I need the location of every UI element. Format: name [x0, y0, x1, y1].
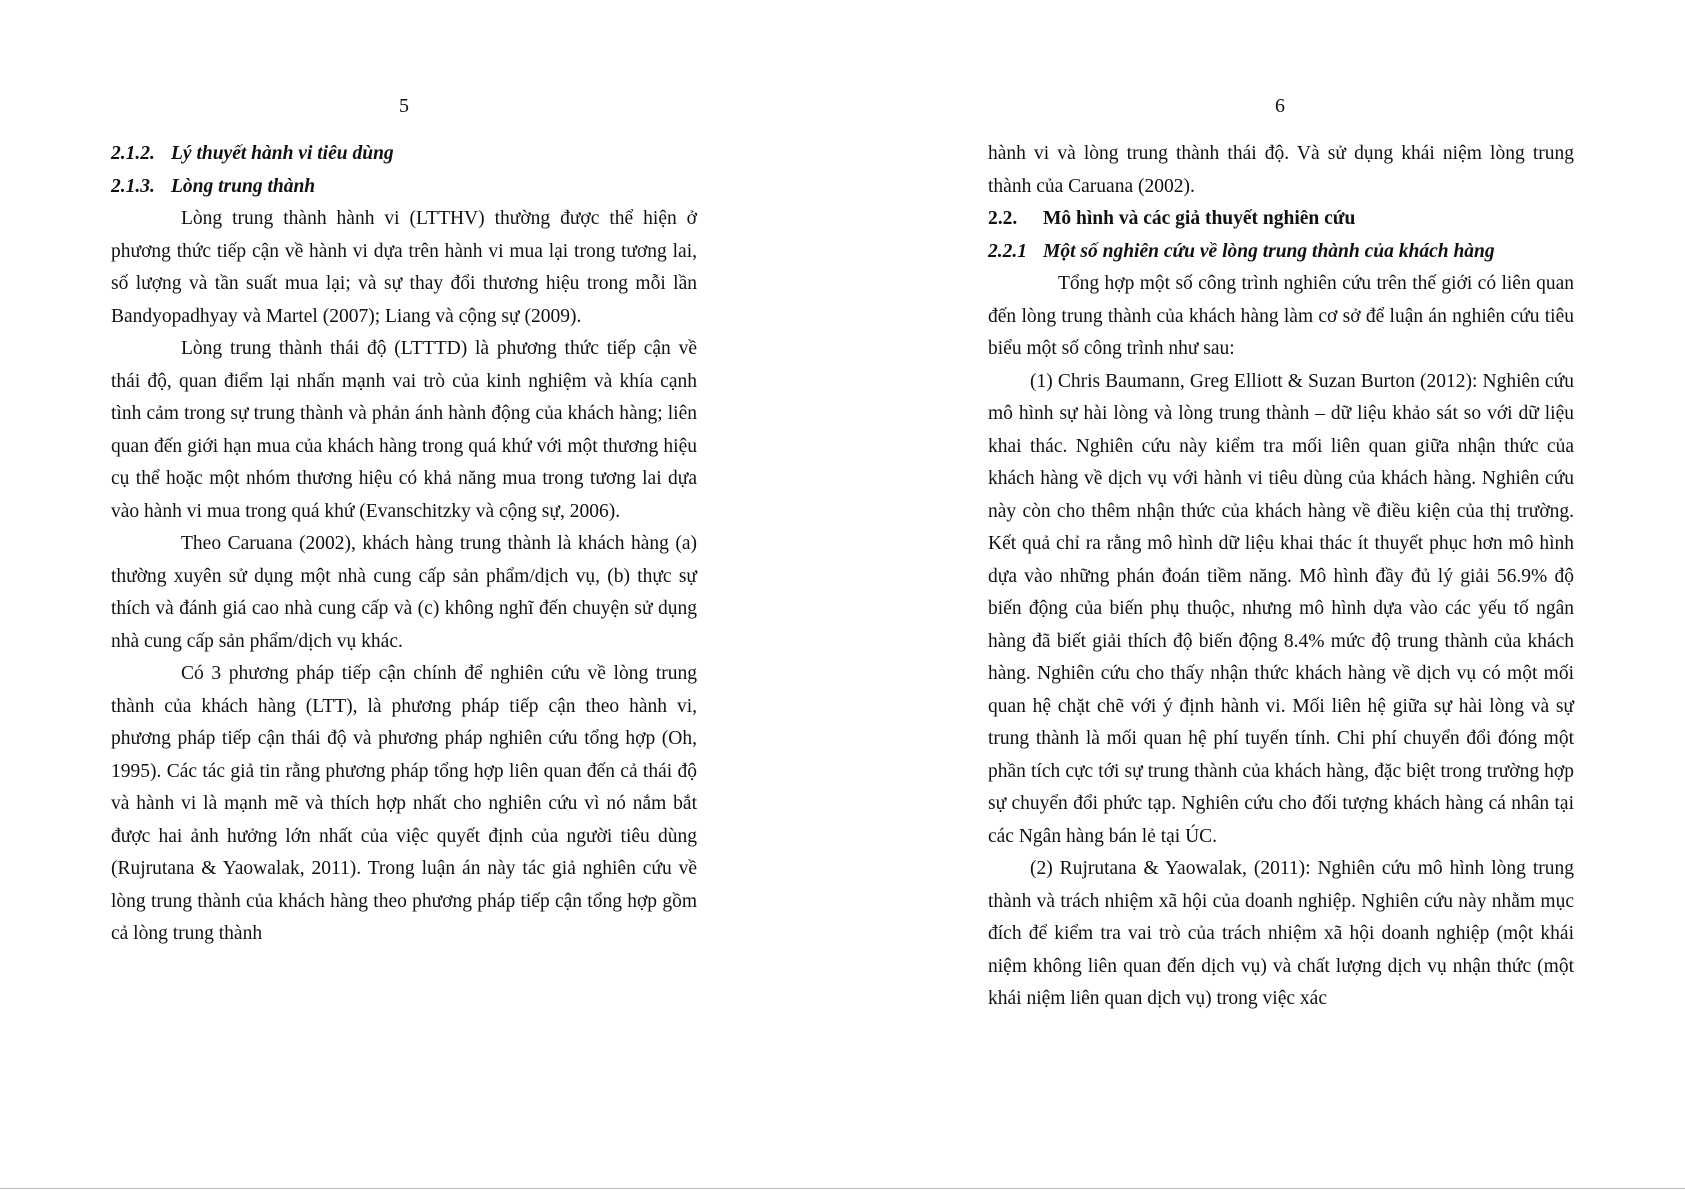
paragraph-continuation: hành vi và lòng trung thành thái độ. Và sử dụng khái niệm lòng trung thành của Caruana (2002).	[988, 143, 1574, 197]
paragraph-approaches: Có 3 phương pháp tiếp cận chính để nghiên cứu về lòng trung thành của khách hàng (LTT), là phương pháp tiếp cận theo hành vi, phương pháp tiếp cận thái độ và phương pháp nghiên cứu tổng hợp (Oh, 1995). Các tác giả tin rằng phương pháp tổng hợp liên quan đến cả thái độ và hành vi là mạnh mẽ và thích hợp nhất cho nghiên cứu vì nó nắm bắt được hai ảnh hưởng lớn nhất của việc quyết định của người tiêu dùng (Rujrutana & Yaowalak, 2011). Trong luận án này tác giả nghiên cứu về lòng trung thành của khách hàng theo phương pháp tiếp cận tổng hợp gồm cả lòng trung thành	[111, 663, 697, 944]
bottom-divider	[0, 1188, 1685, 1189]
page-number-right: 6	[1275, 95, 1285, 117]
paragraph-caruana-definition: Theo Caruana (2002), khách hàng trung thành là khách hàng (a) thường xuyên sử dụng một nhà cung cấp sản phẩm/dịch vụ, (b) thực sự thích và đánh giá cao nhà cung cấp và (c) không nghĩ đến chuyện sử dụng nhà cung cấp sản phẩm/dịch vụ khác.	[111, 533, 697, 652]
heading-number: 2.1.2.	[111, 143, 155, 164]
heading-number: 2.1.3.	[111, 175, 155, 197]
heading-2-2	[988, 203, 1574, 236]
heading-2-2-1	[988, 236, 1574, 269]
heading-text: Lòng trung thành	[171, 175, 316, 197]
right-page-column	[988, 138, 1574, 1016]
heading-text: Một số nghiên cứu về lòng trung thành của khách hàng	[1043, 240, 1495, 262]
paragraph-behavioral-loyalty: Lòng trung thành hành vi (LTTHV) thường được thể hiện ở phương thức tiếp cận về hành vi dựa trên hành vi mua lại trong tương lai, số lượng và tần suất mua lại; và sự thay đổi thương hiệu trong mỗi lần Bandyopadhyay và Martel (2007); Liang và cộng sự (2009).	[111, 208, 697, 327]
heading-number: 2.2.	[988, 208, 1018, 229]
paragraph-intro: Tổng hợp một số công trình nghiên cứu trên thế giới có liên quan đến lòng trung thành của khách hàng làm cơ sở để luận án nghiên cứu tiêu biểu một số công trình như sau:	[988, 273, 1574, 359]
heading-text: Lý thuyết hành vi tiêu dùng	[171, 143, 394, 164]
heading-number: 2.2.1	[988, 240, 1027, 262]
left-page-column	[111, 138, 697, 951]
paragraph-study-2: (2) Rujrutana & Yaowalak, (2011): Nghiên cứu mô hình lòng trung thành và trách nhiệm xã hội của doanh nghiệp. Nghiên cứu này nhằm mục đích để kiểm tra vai trò của trách nhiệm xã hội doanh nghiệp (một khái niệm không liên quan đến dịch vụ) và chất lượng dịch vụ nhận thức (một khái niệm liên quan dịch vụ) trong việc xác	[988, 858, 1574, 1009]
paragraph-attitudinal-loyalty: Lòng trung thành thái độ (LTTTD) là phương thức tiếp cận về thái độ, quan điểm lại nhấn mạnh vai trò của kinh nghiệm và khía cạnh tình cảm trong sự trung thành và phản ánh hành động của khách hàng; liên quan đến giới hạn mua của khách hàng trong quá khứ với một thương hiệu cụ thể hoặc một nhóm thương hiệu có khả năng mua trong tương lai dựa vào hành vi mua trong quá khứ (Evanschitzky và cộng sự, 2006).	[111, 338, 697, 522]
heading-text: Mô hình và các giả thuyết nghiên cứu	[1043, 208, 1356, 229]
heading-2-1-3	[111, 171, 697, 204]
heading-2-1-2	[111, 138, 697, 171]
paragraph-study-1: (1) Chris Baumann, Greg Elliott & Suzan Burton (2012): Nghiên cứu mô hình sự hài lòng và lòng trung thành – dữ liệu khảo sát so với dữ liệu khai thác. Nghiên cứu này kiểm tra mối liên quan giữa nhận thức của khách hàng về dịch vụ với hành vi tiêu dùng của khách hàng. Nghiên cứu này còn cho thêm nhận thức của khách hàng về điều kiện của thị trường. Kết quả chỉ ra rằng mô hình dữ liệu khai thác ít thuyết phục hơn mô hình dựa vào những phán đoán tiềm năng. Mô hình đầy đủ lý giải 56.9% độ biến động của biến phụ thuộc, nhưng mô hình dựa vào các yếu tố ngân hàng đã biết giải thích độ biến động 8.4% mức độ trung thành của khách hàng. Nghiên cứu cho thấy nhận thức khách hàng về dịch vụ có một mối quan hệ chặt chẽ với ý định hành vi. Mối liên hệ giữa sự hài lòng và sự trung thành là mối quan hệ phí tuyến tính. Chi phí chuyển đổi đóng một phần tích cực tới sự trung thành của khách hàng, đặc biệt trong trường hợp sự chuyển đổi phức tạp. Nghiên cứu cho đối tượng khách hàng cá nhân tại các Ngân hàng bán lẻ tại ÚC.	[988, 370, 1574, 847]
page-number-left: 5	[399, 95, 409, 117]
